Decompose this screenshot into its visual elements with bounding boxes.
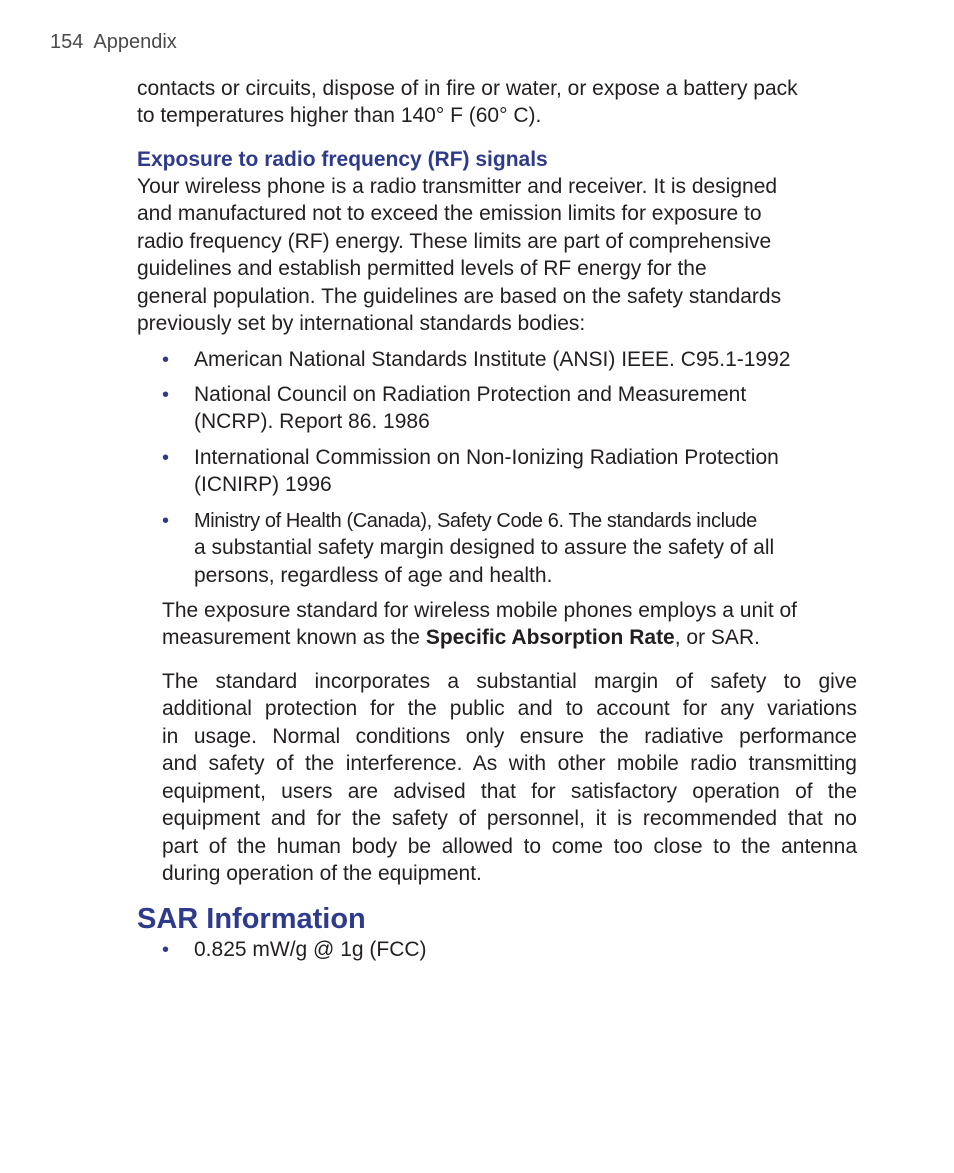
body-line: contacts or circuits, dispose of in fire or water, or expose a battery pack [137,77,798,100]
body-line: additional protection for the public and to account for any variations [162,697,857,720]
text: , or SAR. [674,626,760,649]
bullet-text: National Council on Radiation Protection and Measurement [194,383,747,406]
body-line: to temperatures higher than 140° F (60° C). [137,104,542,127]
text: measurement known as the [162,626,426,649]
bullet-text: (ICNIRP) 1996 [194,473,332,496]
body-line: and manufactured not to exceed the emission limits for exposure to [137,202,762,225]
bullet-icon: • [162,384,170,406]
bullet-text: (NCRP). Report 86. 1986 [194,410,430,433]
body-line: radio frequency (RF) energy. These limits are part of comprehensive [137,230,772,253]
sar-heading: SAR Information [137,903,366,935]
body-line: equipment, users are advised that for satisfactory operation of the [162,780,857,803]
body-line: and safety of the interference. As with other mobile radio transmitting [162,752,857,775]
body-line: during operation of the equipment. [162,862,482,885]
bullet-text: American National Standards Institute (ANSI) IEEE. C95.1-1992 [194,348,791,371]
body-line: guidelines and establish permitted levels of RF energy for the [137,257,707,280]
body-line [162,626,760,650]
body-line: Your wireless phone is a radio transmitter and receiver. It is designed [137,175,778,198]
bullet-icon: • [162,447,170,469]
body-line: part of the human body be allowed to come too close to the antenna [162,835,857,858]
bullet-text: Ministry of Health (Canada), Safety Code 6. The standards include [194,510,757,532]
section-name: Appendix [93,31,177,53]
body-line: The standard incorporates a substantial margin of safety to give [162,670,857,693]
bullet-text: persons, regardless of age and health. [194,564,553,587]
sar-term: Specific Absorption Rate [425,626,675,649]
body-line: in usage. Normal conditions only ensure the radiative performance [162,725,857,748]
running-header [50,30,177,54]
bullet-text: International Commission on Non-Ionizing Radiation Protection [194,446,779,469]
body-line: equipment and for the safety of personnel, it is recommended that no [162,807,857,830]
page-number: 154 [50,31,84,53]
sar-value: 0.825 mW/g @ 1g (FCC) [194,938,427,961]
body-line: general population. The guidelines are based on the safety standards [137,285,782,308]
bullet-icon: • [162,349,170,371]
bullet-icon: • [162,939,170,961]
body-line: The exposure standard for wireless mobile phones employs a unit of [162,599,798,622]
bullet-text: a substantial safety margin designed to assure the safety of all [194,536,775,559]
bullet-icon: • [162,510,170,532]
rf-heading: Exposure to radio frequency (RF) signals [137,148,548,171]
body-line: previously set by international standards bodies: [137,312,586,335]
